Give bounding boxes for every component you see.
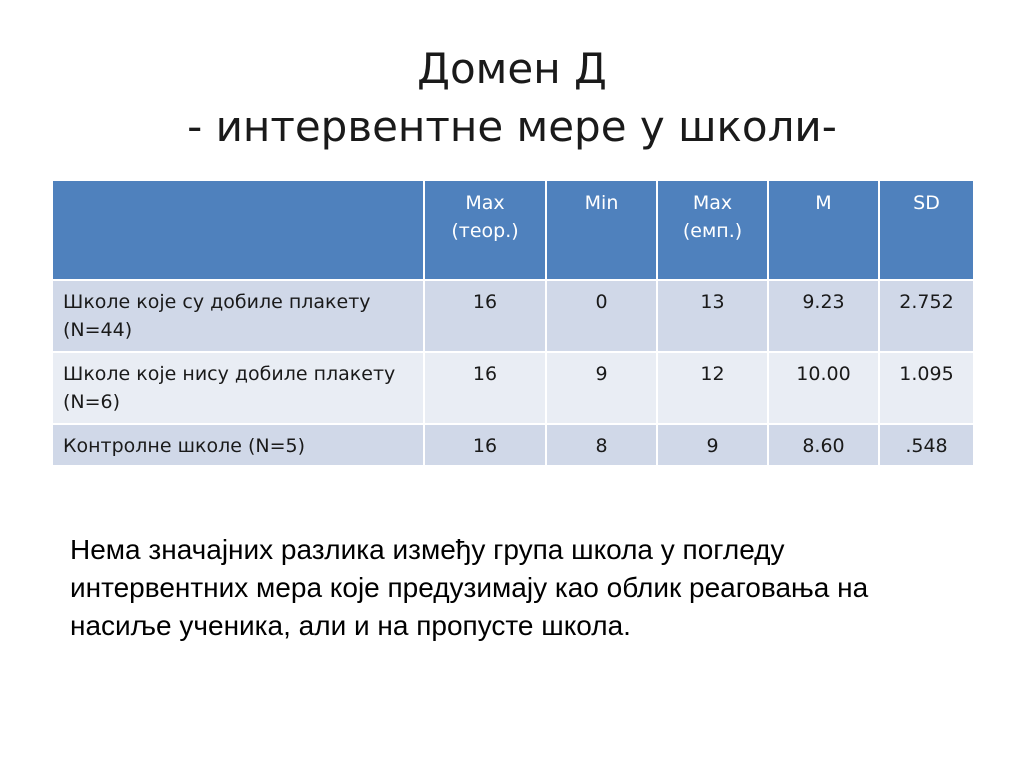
header-cell-max-teor bbox=[424, 180, 546, 280]
table-row bbox=[52, 352, 974, 424]
cell-m: 10.00 bbox=[768, 352, 879, 424]
conclusion-text: Нема значајних разлика између група школа у погледу интервентних мера које предузимају као облик реаговања на насиље ученика, али и на пропусте школа. bbox=[70, 534, 869, 641]
cell-max-teor: 16 bbox=[424, 280, 546, 352]
cell-sd: 2.752 bbox=[879, 280, 974, 352]
header-sd-line-1: SD bbox=[913, 192, 940, 214]
row-label: Школе које нису добиле плакету (N=6) bbox=[52, 352, 424, 424]
header-max-teor-line-2: (теор.) bbox=[451, 220, 519, 242]
header-cell-empty bbox=[52, 180, 424, 280]
header-cell-min bbox=[546, 180, 657, 280]
header-cell-max-emp bbox=[657, 180, 768, 280]
cell-min: 8 bbox=[546, 424, 657, 466]
header-max-teor-line-1: Max bbox=[465, 192, 505, 214]
row-label: Контролне школе (N=5) bbox=[52, 424, 424, 466]
header-m-line-1: M bbox=[815, 192, 832, 214]
statistics-table bbox=[51, 179, 975, 467]
cell-max-teor: 16 bbox=[424, 352, 546, 424]
header-cell-sd bbox=[879, 180, 974, 280]
slide-title-line-1: Домен Д bbox=[417, 44, 607, 93]
cell-sd: .548 bbox=[879, 424, 974, 466]
cell-max-emp: 13 bbox=[657, 280, 768, 352]
cell-m: 9.23 bbox=[768, 280, 879, 352]
cell-min: 0 bbox=[546, 280, 657, 352]
slide-title-line-2: - интервентне мере у школи- bbox=[187, 102, 837, 151]
table-row bbox=[52, 424, 974, 466]
header-min-line-1: Min bbox=[584, 192, 619, 214]
cell-sd: 1.095 bbox=[879, 352, 974, 424]
row-label: Школе које су добиле плакету (N=44) bbox=[52, 280, 424, 352]
table-row bbox=[52, 280, 974, 352]
cell-max-teor: 16 bbox=[424, 424, 546, 466]
table-header-row bbox=[52, 180, 974, 280]
header-cell-m bbox=[768, 180, 879, 280]
cell-min: 9 bbox=[546, 352, 657, 424]
cell-max-emp: 12 bbox=[657, 352, 768, 424]
header-max-emp-line-1: Max bbox=[692, 192, 733, 214]
header-max-emp-line-2: (емп.) bbox=[682, 220, 743, 242]
slide-title bbox=[0, 40, 1024, 156]
cell-m: 8.60 bbox=[768, 424, 879, 466]
cell-max-emp: 9 bbox=[657, 424, 768, 466]
